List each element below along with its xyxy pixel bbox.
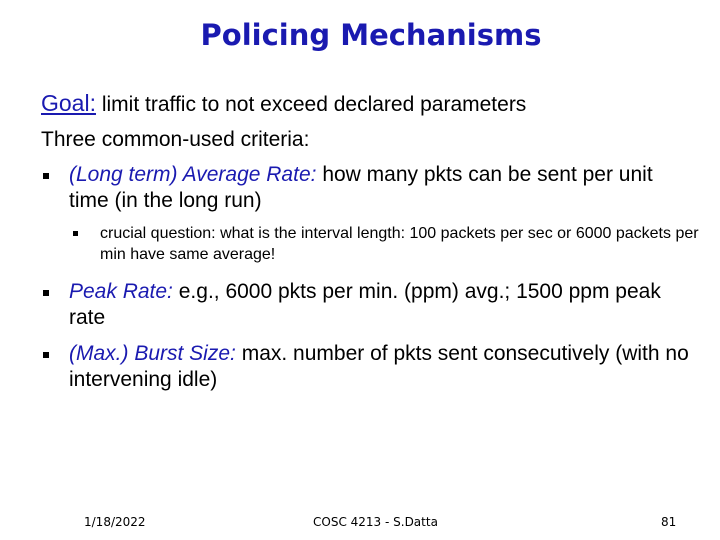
bullet-term-2: Peak Rate:: [69, 280, 173, 303]
footer-course: COSC 4213 - S.Datta: [313, 515, 438, 529]
bullet-text-3: max. number of pkts sent consecutively (with no intervening idle): [69, 342, 689, 391]
sub-bullet-marker: [73, 231, 78, 236]
bullet-item-1: [69, 162, 689, 214]
bullet-marker-3: [43, 352, 49, 358]
bullet-term-3: (Max.) Burst Size:: [69, 342, 236, 365]
goal-line: [41, 90, 526, 117]
bullet-term-1: (Long term) Average Rate:: [69, 163, 317, 186]
bullet-text-2: e.g., 6000 pkts per min. (ppm) avg.; 1500 ppm peak rate: [69, 280, 661, 329]
slide-title: Policing Mechanisms: [200, 18, 542, 52]
goal-label: Goal:: [41, 90, 96, 116]
bullet-text-1: how many pkts can be sent per unit time (in the long run): [69, 163, 653, 212]
sub-bullet-text: crucial question: what is the interval length: 100 packets per sec or 6000 packets per min have same average!: [100, 225, 699, 263]
bullet-item-2: [69, 279, 689, 331]
bullet-marker-2: [43, 290, 49, 296]
intro-text: Three common-used criteria:: [41, 128, 310, 151]
footer-page-number: 81: [661, 515, 677, 529]
goal-text: limit traffic to not exceed declared parameters: [101, 93, 527, 116]
bullet-marker-1: [43, 173, 49, 179]
footer-date: 1/18/2022: [84, 515, 146, 529]
bullet-item-3: [69, 341, 689, 393]
